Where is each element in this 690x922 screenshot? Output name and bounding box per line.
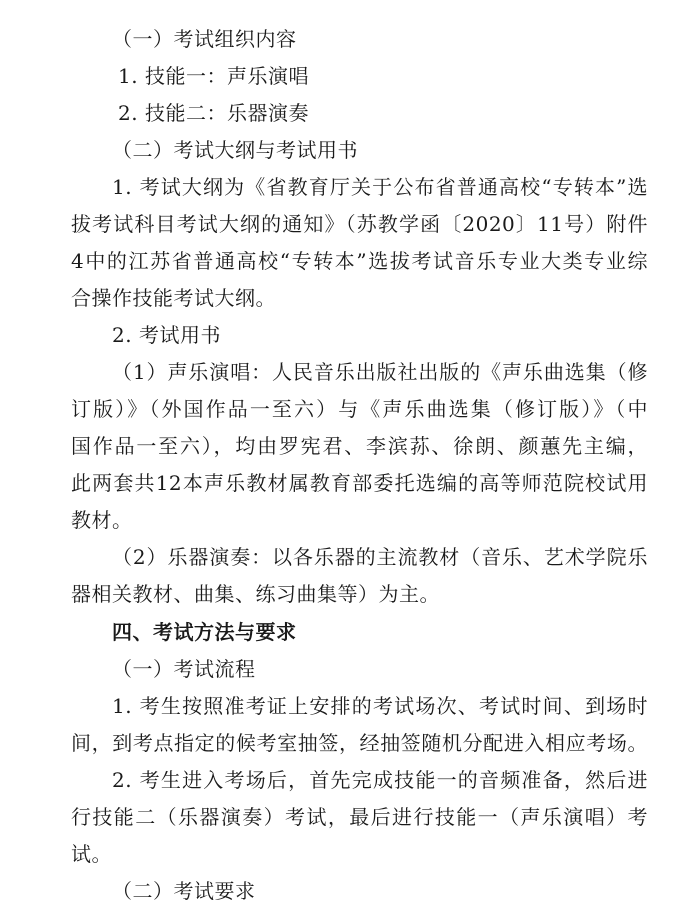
paragraph-line: （1）声乐演唱：人民音乐出版社出版的《声乐曲选集（修 [112,360,648,384]
list-item-skill-one: 1. 技能一：声乐演唱 [118,64,309,88]
subsection-heading-exam-content: （一）考试组织内容 [112,27,297,51]
paragraph-line: 合操作技能考试大纲。 [71,286,276,310]
paragraph-line: 拔考试科目考试大纲的通知》（苏教学函〔2020〕11号）附件 [71,212,648,236]
paragraph-line: 行技能二（乐器演奏）考试，最后进行技能一（声乐演唱）考 [71,805,648,829]
paragraph-line: 试。 [71,842,112,866]
list-item-exam-books: 2. 考试用书 [112,323,221,347]
paragraph-line: 1. 考生按照准考证上安排的考试场次、考试时间、到场时 [112,694,648,718]
list-item-skill-two: 2. 技能二：乐器演奏 [118,101,309,125]
subsection-heading-exam-requirements: （二）考试要求 [112,879,256,903]
paragraph-line: 4中的江苏省普通高校“专转本”选拔考试音乐专业大类专业综 [71,249,648,273]
paragraph-line: 2. 考生进入考场后，首先完成技能一的音频准备，然后进 [112,768,648,792]
paragraph-line: 1. 考试大纲为《省教育厅关于公布省普通高校“专转本”选 [112,175,648,199]
paragraph-line: （2）乐器演奏：以各乐器的主流教材（音乐、艺术学院乐 [112,545,648,569]
paragraph-line: 教材。 [71,508,133,532]
paragraph-line: 此两套共12本声乐教材属教育部委托选编的高等师范院校试用 [71,471,648,495]
section-heading-exam-methods: 四、考试方法与要求 [112,620,297,644]
paragraph-line: 间，到考点指定的候考室抽签，经抽签随机分配进入相应考场。 [71,731,648,755]
paragraph-line: 订版）》（外国作品一至六）与《声乐曲选集（修订版）》（中 [71,397,648,421]
paragraph-line: 国作品一至六），均由罗宪君、李滨荪、徐朗、颜蕙先主编， [71,434,648,458]
paragraph-line: 器相关教材、曲集、练习曲集等）为主。 [71,582,440,606]
subsection-heading-syllabus-books: （二）考试大纲与考试用书 [112,138,358,162]
subsection-heading-exam-process: （一）考试流程 [112,657,256,681]
